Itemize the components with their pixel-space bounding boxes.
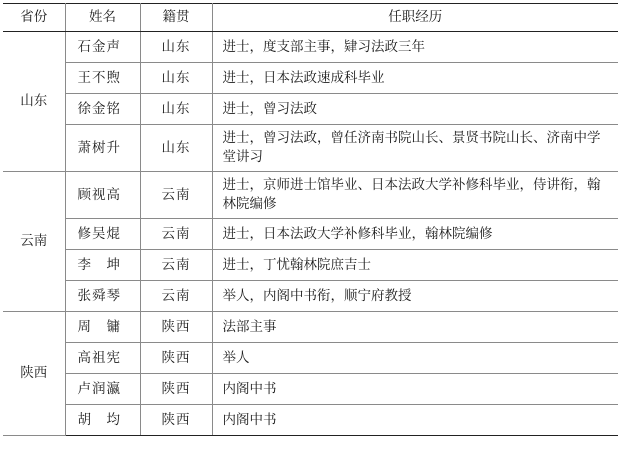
native-place-cell: 云南 (140, 172, 212, 219)
province-cell: 陕西 (3, 312, 65, 436)
name-cell: 萧树升 (65, 125, 140, 172)
header-career: 任职经历 (212, 4, 618, 32)
table-row (3, 94, 618, 125)
header-native-place: 籍贯 (140, 4, 212, 32)
table-row (3, 125, 618, 172)
name-cell: 石金声 (65, 32, 140, 63)
table-row (3, 312, 618, 343)
career-cell: 举人，内阁中书衔，顺宁府教授 (212, 281, 618, 312)
name-cell: 王不煦 (65, 63, 140, 94)
native-place-cell: 山东 (140, 63, 212, 94)
native-place-cell: 云南 (140, 250, 212, 281)
province-cell: 山东 (3, 32, 65, 172)
native-place-cell: 山东 (140, 94, 212, 125)
name-cell: 修吴焜 (65, 219, 140, 250)
native-place-cell: 陕西 (140, 374, 212, 405)
native-place-cell: 陕西 (140, 343, 212, 374)
career-cell: 法部主事 (212, 312, 618, 343)
native-place-cell: 云南 (140, 281, 212, 312)
official-career-table (3, 3, 618, 436)
career-cell: 进士，日本法政大学补修科毕业，翰林院编修 (212, 219, 618, 250)
career-cell: 进士，度支部主事，肄习法政三年 (212, 32, 618, 63)
table-row (3, 172, 618, 219)
name-cell: 高祖宪 (65, 343, 140, 374)
table-row (3, 374, 618, 405)
table-row (3, 250, 618, 281)
header-name: 姓名 (65, 4, 140, 32)
table-row (3, 343, 618, 374)
career-cell: 进士，曾习法政 (212, 94, 618, 125)
career-cell: 进士，丁忧翰林院庶吉士 (212, 250, 618, 281)
name-cell: 卢润瀛 (65, 374, 140, 405)
header-province: 省份 (3, 4, 65, 32)
table-row (3, 32, 618, 63)
table-row (3, 405, 618, 436)
career-cell: 内阁中书 (212, 374, 618, 405)
table-header-row (3, 4, 618, 32)
table-row (3, 281, 618, 312)
native-place-cell: 云南 (140, 219, 212, 250)
province-cell: 云南 (3, 172, 65, 312)
name-cell: 徐金铭 (65, 94, 140, 125)
career-cell: 进士，曾习法政，曾任济南书院山长、景贤书院山长、济南中学堂讲习 (212, 125, 618, 172)
native-place-cell: 山东 (140, 32, 212, 63)
name-cell: 顾视高 (65, 172, 140, 219)
table-row (3, 63, 618, 94)
career-cell: 举人 (212, 343, 618, 374)
native-place-cell: 山东 (140, 125, 212, 172)
table-row (3, 219, 618, 250)
name-cell: 李 坤 (65, 250, 140, 281)
native-place-cell: 陕西 (140, 405, 212, 436)
native-place-cell: 陕西 (140, 312, 212, 343)
name-cell: 胡 均 (65, 405, 140, 436)
career-cell: 进士，日本法政速成科毕业 (212, 63, 618, 94)
name-cell: 周 镛 (65, 312, 140, 343)
name-cell: 张舜琴 (65, 281, 140, 312)
career-cell: 进士，京师进士馆毕业、日本法政大学补修科毕业，侍讲衔，翰林院编修 (212, 172, 618, 219)
career-cell: 内阁中书 (212, 405, 618, 436)
